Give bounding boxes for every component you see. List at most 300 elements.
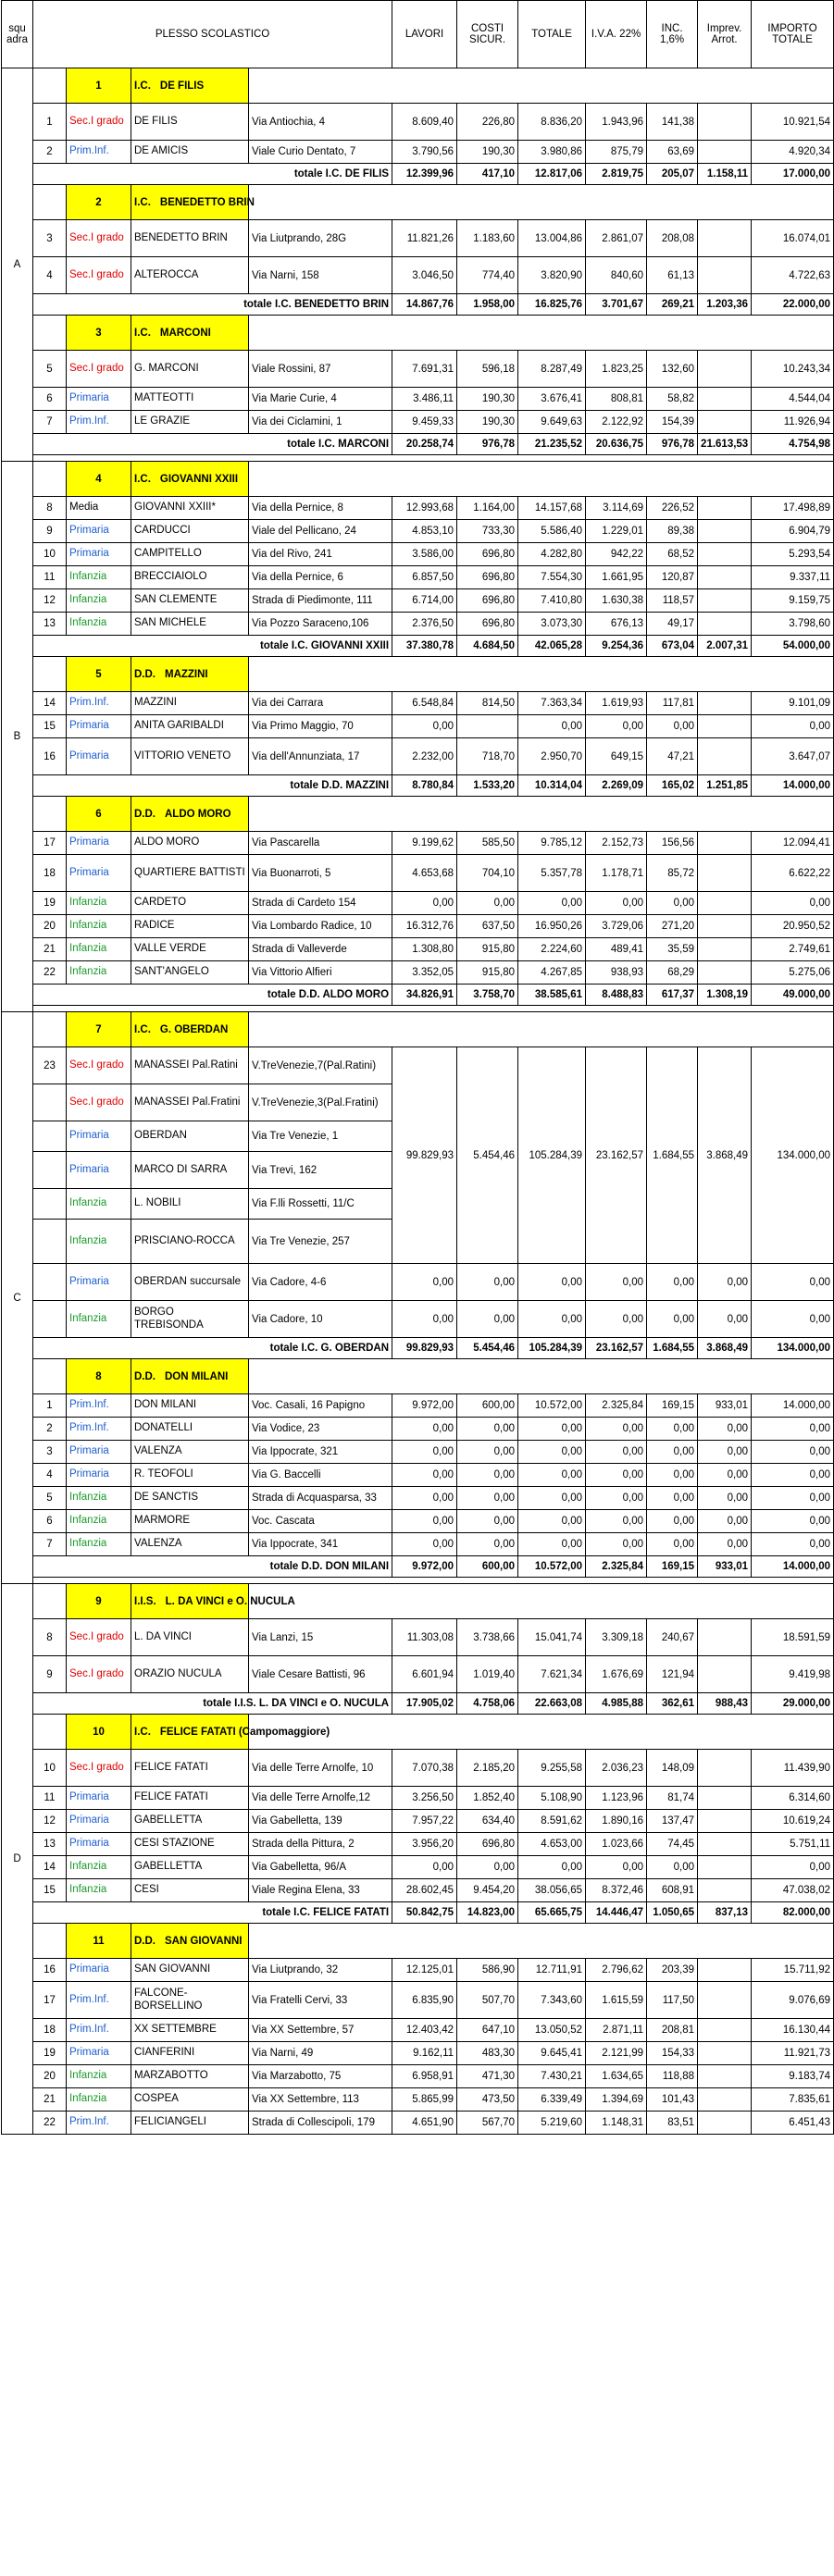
school-name: VALENZA xyxy=(131,1533,249,1556)
cell-lavori: 0,00 xyxy=(392,892,457,915)
institute-type: I.C. xyxy=(134,327,151,339)
cell-costi: 774,40 xyxy=(457,257,518,294)
school-address: Via dei Carrara xyxy=(249,692,392,715)
row-number: 3 xyxy=(33,1441,67,1464)
cell-totale: 0,00 xyxy=(518,1301,586,1338)
cell-importo: 0,00 xyxy=(752,1441,834,1464)
school-name: SANT'ANGELO xyxy=(131,961,249,985)
total-totale: 21.235,52 xyxy=(518,434,586,455)
cell-lavori: 16.312,76 xyxy=(392,915,457,938)
cell-lavori: 0,00 xyxy=(392,1301,457,1338)
total-row xyxy=(2,1693,834,1715)
institute-spacer xyxy=(33,797,67,832)
cell-lavori: 0,00 xyxy=(392,1487,457,1510)
school-level: Infanzia xyxy=(67,1220,131,1264)
row-number: 9 xyxy=(33,520,67,543)
cell-inc: 117,50 xyxy=(647,1982,698,2019)
cell-totale: 7.554,30 xyxy=(518,566,586,589)
school-level: Primaria xyxy=(67,1959,131,1982)
cell-iva: 1.634,65 xyxy=(586,2065,647,2088)
table-row xyxy=(2,2042,834,2065)
school-name: ORAZIO NUCULA xyxy=(131,1656,249,1693)
cell-imprev xyxy=(698,2065,752,2088)
cell-importo: 16.130,44 xyxy=(752,2019,834,2042)
table-row xyxy=(2,2065,834,2088)
total-importo: 82.000,00 xyxy=(752,1902,834,1924)
cell-importo: 20.950,52 xyxy=(752,915,834,938)
cell-totale: 13.004,86 xyxy=(518,220,586,257)
cell-costi: 0,00 xyxy=(457,1264,518,1301)
total-iva: 14.446,47 xyxy=(586,1902,647,1924)
merged-lavori: 99.829,93 xyxy=(392,1047,457,1264)
cell-iva: 676,13 xyxy=(586,613,647,636)
school-name: DON MILANI xyxy=(131,1394,249,1418)
school-level: Infanzia xyxy=(67,589,131,613)
cell-imprev xyxy=(698,961,752,985)
cell-inc: 0,00 xyxy=(647,1533,698,1556)
school-level: Infanzia xyxy=(67,1189,131,1220)
table-row xyxy=(2,1487,834,1510)
school-name: BRECCIAIOLO xyxy=(131,566,249,589)
cell-imprev xyxy=(698,938,752,961)
cell-inc: 118,57 xyxy=(647,589,698,613)
squad-label: D xyxy=(2,1584,33,2135)
row-number xyxy=(33,1084,67,1121)
squad-label: A xyxy=(2,68,33,462)
school-name: SAN GIOVANNI xyxy=(131,1959,249,1982)
cell-inc: 0,00 xyxy=(647,1441,698,1464)
total-totale: 65.665,75 xyxy=(518,1902,586,1924)
school-level: Primaria xyxy=(67,738,131,775)
school-level: Sec.I grado xyxy=(67,220,131,257)
cell-costi: 696,80 xyxy=(457,589,518,613)
cell-costi: 0,00 xyxy=(457,1856,518,1879)
cell-iva: 0,00 xyxy=(586,1264,647,1301)
total-row xyxy=(2,985,834,1006)
institute-name xyxy=(131,1924,249,1959)
cell-importo: 17.498,89 xyxy=(752,497,834,520)
cell-imprev xyxy=(698,1833,752,1856)
school-level: Primaria xyxy=(67,543,131,566)
row-number: 16 xyxy=(33,1959,67,1982)
cell-iva: 3.729,06 xyxy=(586,915,647,938)
header-squadra: squ adra xyxy=(2,1,33,68)
cell-lavori: 0,00 xyxy=(392,1418,457,1441)
cell-iva: 2.036,23 xyxy=(586,1750,647,1787)
school-name: FELICIANGELI xyxy=(131,2112,249,2135)
institute-header-row xyxy=(2,1359,834,1394)
cell-costi: 637,50 xyxy=(457,915,518,938)
cell-costi: 1.183,60 xyxy=(457,220,518,257)
institute-title: DE FILIS xyxy=(159,80,205,92)
institute-number: 2 xyxy=(67,185,131,220)
cell-importo: 5.751,11 xyxy=(752,1833,834,1856)
total-importo: 29.000,00 xyxy=(752,1693,834,1715)
row-number: 11 xyxy=(33,1787,67,1810)
institute-spacer xyxy=(33,1584,67,1619)
row-number xyxy=(33,1220,67,1264)
cell-iva: 1.148,31 xyxy=(586,2112,647,2135)
total-totale: 38.585,61 xyxy=(518,985,586,1006)
table-row xyxy=(2,411,834,434)
table-row xyxy=(2,497,834,520)
institute-header-blank xyxy=(249,797,834,832)
cell-totale: 5.108,90 xyxy=(518,1787,586,1810)
school-address: Via Marzabotto, 75 xyxy=(249,2065,392,2088)
school-address: V.TreVenezie,7(Pal.Ratini) xyxy=(249,1047,392,1084)
total-inc: 1.684,55 xyxy=(647,1338,698,1359)
cell-lavori: 28.602,45 xyxy=(392,1879,457,1902)
cell-costi: 704,10 xyxy=(457,855,518,892)
school-name: BENEDETTO BRIN xyxy=(131,220,249,257)
total-label: totale I.C. G. OBERDAN xyxy=(33,1338,392,1359)
school-level: Sec.I grado xyxy=(67,257,131,294)
row-number: 5 xyxy=(33,351,67,388)
cell-lavori: 4.651,90 xyxy=(392,2112,457,2135)
table-row xyxy=(2,1810,834,1833)
table-row xyxy=(2,141,834,164)
school-name: MANASSEI Pal.Fratini xyxy=(131,1084,249,1121)
cell-importo: 4.544,04 xyxy=(752,388,834,411)
merged-imprev: 3.868,49 xyxy=(698,1047,752,1264)
school-name: VALENZA xyxy=(131,1441,249,1464)
institute-type: D.D. xyxy=(134,668,156,680)
cell-imprev xyxy=(698,104,752,141)
school-name: SAN MICHELE xyxy=(131,613,249,636)
cell-costi: 915,80 xyxy=(457,961,518,985)
cell-inc: 132,60 xyxy=(647,351,698,388)
cell-totale: 15.041,74 xyxy=(518,1619,586,1656)
school-address: Voc. Cascata xyxy=(249,1510,392,1533)
cell-totale: 4.267,85 xyxy=(518,961,586,985)
cell-imprev xyxy=(698,257,752,294)
row-number: 8 xyxy=(33,497,67,520)
cell-importo: 9.337,11 xyxy=(752,566,834,589)
institute-title: MAZZINI xyxy=(165,668,208,680)
table-row xyxy=(2,543,834,566)
table-row xyxy=(2,2088,834,2112)
cell-costi: 1.164,00 xyxy=(457,497,518,520)
cell-imprev xyxy=(698,1982,752,2019)
cell-costi: 696,80 xyxy=(457,566,518,589)
table-body xyxy=(2,68,834,2135)
school-name: MANASSEI Pal.Ratini xyxy=(131,1047,249,1084)
cell-inc: 117,81 xyxy=(647,692,698,715)
institute-header-row xyxy=(2,316,834,351)
schools-cost-table xyxy=(1,0,834,2135)
cell-inc: 226,52 xyxy=(647,497,698,520)
header-importo: IMPORTO TOTALE xyxy=(752,1,834,68)
institute-type: I.C. xyxy=(134,196,151,208)
institute-name xyxy=(131,1359,249,1394)
cell-inc: 68,29 xyxy=(647,961,698,985)
total-importo: 14.000,00 xyxy=(752,775,834,797)
cell-importo: 0,00 xyxy=(752,1487,834,1510)
total-imprev: 933,01 xyxy=(698,1556,752,1578)
school-address: Via della Pernice, 6 xyxy=(249,566,392,589)
cell-lavori: 6.548,84 xyxy=(392,692,457,715)
cell-iva: 1.661,95 xyxy=(586,566,647,589)
institute-header-row xyxy=(2,185,834,220)
total-inc: 362,61 xyxy=(647,1693,698,1715)
row-number: 14 xyxy=(33,1856,67,1879)
cell-imprev: 0,00 xyxy=(698,1487,752,1510)
cell-inc: 208,08 xyxy=(647,220,698,257)
cell-imprev xyxy=(698,411,752,434)
cell-importo: 6.622,22 xyxy=(752,855,834,892)
institute-name xyxy=(131,1715,330,1750)
cell-inc: 49,17 xyxy=(647,613,698,636)
row-number: 6 xyxy=(33,1510,67,1533)
school-level: Primaria xyxy=(67,1787,131,1810)
school-address: Via dell'Annunziata, 17 xyxy=(249,738,392,775)
cell-importo: 10.921,54 xyxy=(752,104,834,141)
school-level: Prim.Inf. xyxy=(67,1982,131,2019)
cell-lavori: 3.956,20 xyxy=(392,1833,457,1856)
institute-type: D.D. xyxy=(134,1935,156,1947)
school-name: FELICE FATATI xyxy=(131,1787,249,1810)
school-address: Viale Curio Dentato, 7 xyxy=(249,141,392,164)
cell-costi: 600,00 xyxy=(457,1394,518,1418)
gap-cell xyxy=(33,1578,834,1584)
row-number: 14 xyxy=(33,692,67,715)
total-iva: 20.636,75 xyxy=(586,434,647,455)
row-number: 2 xyxy=(33,141,67,164)
cell-inc: 156,56 xyxy=(647,832,698,855)
total-lavori: 20.258,74 xyxy=(392,434,457,455)
school-address: Voc. Casali, 16 Papigno xyxy=(249,1394,392,1418)
cell-costi: 586,90 xyxy=(457,1959,518,1982)
cell-totale: 5.219,60 xyxy=(518,2112,586,2135)
cell-inc: 208,81 xyxy=(647,2019,698,2042)
cell-inc: 0,00 xyxy=(647,1487,698,1510)
school-level: Infanzia xyxy=(67,938,131,961)
school-name: MAZZINI xyxy=(131,692,249,715)
cell-totale: 10.572,00 xyxy=(518,1394,586,1418)
table-row xyxy=(2,1441,834,1464)
cell-costi: 507,70 xyxy=(457,1982,518,2019)
total-row xyxy=(2,294,834,316)
cell-inc: 271,20 xyxy=(647,915,698,938)
total-lavori: 8.780,84 xyxy=(392,775,457,797)
school-name: GABELLETTA xyxy=(131,1856,249,1879)
total-imprev: 1.203,36 xyxy=(698,294,752,316)
cell-iva: 0,00 xyxy=(586,1301,647,1338)
squad-gap-row xyxy=(2,1578,834,1584)
cell-lavori: 8.609,40 xyxy=(392,104,457,141)
cell-imprev xyxy=(698,692,752,715)
school-address: Strada di Acquasparsa, 33 xyxy=(249,1487,392,1510)
school-address: Via Narni, 158 xyxy=(249,257,392,294)
cell-importo: 0,00 xyxy=(752,1301,834,1338)
row-number: 11 xyxy=(33,566,67,589)
row-number: 19 xyxy=(33,892,67,915)
total-costi: 1.958,00 xyxy=(457,294,518,316)
cell-lavori: 12.125,01 xyxy=(392,1959,457,1982)
cell-totale: 3.073,30 xyxy=(518,613,586,636)
school-address: Via Cadore, 4-6 xyxy=(249,1264,392,1301)
school-name: DE SANCTIS xyxy=(131,1487,249,1510)
school-name: OBERDAN xyxy=(131,1121,249,1152)
cell-totale: 0,00 xyxy=(518,1464,586,1487)
institute-spacer xyxy=(33,657,67,692)
merged-totale: 105.284,39 xyxy=(518,1047,586,1264)
header-row xyxy=(2,1,834,68)
table-row xyxy=(2,388,834,411)
cell-inc: 120,87 xyxy=(647,566,698,589)
school-address: V.TreVenezie,3(Pal.Fratini) xyxy=(249,1084,392,1121)
cell-costi: 0,00 xyxy=(457,1301,518,1338)
school-name: ALDO MORO xyxy=(131,832,249,855)
cell-lavori: 9.199,62 xyxy=(392,832,457,855)
school-name: ANITA GARIBALDI xyxy=(131,715,249,738)
institute-type: I.I.S. xyxy=(134,1595,156,1607)
cell-importo: 16.074,01 xyxy=(752,220,834,257)
cell-importo: 11.921,73 xyxy=(752,2042,834,2065)
institute-header-row xyxy=(2,68,834,104)
cell-costi: 718,70 xyxy=(457,738,518,775)
cell-totale: 2.950,70 xyxy=(518,738,586,775)
total-imprev: 1.158,11 xyxy=(698,164,752,185)
total-label: totale I.C. GIOVANNI XXIII xyxy=(33,636,392,657)
cell-inc: 148,09 xyxy=(647,1750,698,1787)
cell-lavori: 3.352,05 xyxy=(392,961,457,985)
cell-imprev xyxy=(698,543,752,566)
cell-totale: 12.711,91 xyxy=(518,1959,586,1982)
total-label: totale I.C. MARCONI xyxy=(33,434,392,455)
row-number: 13 xyxy=(33,1833,67,1856)
total-importo: 134.000,00 xyxy=(752,1338,834,1359)
institute-name xyxy=(131,657,249,692)
cell-imprev xyxy=(698,2042,752,2065)
row-number xyxy=(33,1264,67,1301)
institute-name xyxy=(131,797,249,832)
cell-iva: 8.372,46 xyxy=(586,1879,647,1902)
total-importo: 22.000,00 xyxy=(752,294,834,316)
table-row xyxy=(2,1418,834,1441)
cell-costi: 473,50 xyxy=(457,2088,518,2112)
institute-title: G. OBERDAN xyxy=(159,1023,229,1035)
cell-imprev xyxy=(698,2112,752,2135)
cell-inc: 0,00 xyxy=(647,1301,698,1338)
school-level: Infanzia xyxy=(67,2065,131,2088)
total-costi: 14.823,00 xyxy=(457,1902,518,1924)
institute-spacer xyxy=(33,1924,67,1959)
table-row xyxy=(2,220,834,257)
school-address: Via della Pernice, 8 xyxy=(249,497,392,520)
total-costi: 4.758,06 xyxy=(457,1693,518,1715)
school-level: Prim.Inf. xyxy=(67,1394,131,1418)
cell-imprev xyxy=(698,1810,752,1833)
cell-totale: 38.056,65 xyxy=(518,1879,586,1902)
institute-header-row xyxy=(2,657,834,692)
total-inc: 205,07 xyxy=(647,164,698,185)
cell-iva: 1.394,69 xyxy=(586,2088,647,2112)
school-level: Media xyxy=(67,497,131,520)
school-address: Via Antiochia, 4 xyxy=(249,104,392,141)
cell-inc: 61,13 xyxy=(647,257,698,294)
total-costi: 3.758,70 xyxy=(457,985,518,1006)
total-imprev: 2.007,31 xyxy=(698,636,752,657)
cell-importo: 0,00 xyxy=(752,1510,834,1533)
cell-costi: 814,50 xyxy=(457,692,518,715)
total-row xyxy=(2,1338,834,1359)
cell-costi: 1.019,40 xyxy=(457,1656,518,1693)
institute-type: I.C. xyxy=(134,1726,151,1738)
row-number: 22 xyxy=(33,961,67,985)
total-importo: 4.754,98 xyxy=(752,434,834,455)
institute-type: I.C. xyxy=(134,80,151,92)
school-name: QUARTIERE BATTISTI xyxy=(131,855,249,892)
row-number xyxy=(33,1121,67,1152)
cell-lavori: 0,00 xyxy=(392,715,457,738)
school-level: Prim.Inf. xyxy=(67,411,131,434)
cell-costi: 190,30 xyxy=(457,388,518,411)
cell-inc: 154,39 xyxy=(647,411,698,434)
cell-costi: 471,30 xyxy=(457,2065,518,2088)
cell-importo: 3.647,07 xyxy=(752,738,834,775)
total-imprev: 837,13 xyxy=(698,1902,752,1924)
row-number: 18 xyxy=(33,855,67,892)
cell-iva: 649,15 xyxy=(586,738,647,775)
cell-iva: 1.123,96 xyxy=(586,1787,647,1810)
school-level: Prim.Inf. xyxy=(67,2112,131,2135)
row-number xyxy=(33,1301,67,1338)
total-iva: 2.819,75 xyxy=(586,164,647,185)
school-name: SAN CLEMENTE xyxy=(131,589,249,613)
institute-number: 4 xyxy=(67,462,131,497)
cell-totale: 7.430,21 xyxy=(518,2065,586,2088)
total-inc: 673,04 xyxy=(647,636,698,657)
total-label: totale I.C. FELICE FATATI xyxy=(33,1902,392,1924)
cell-inc: 74,45 xyxy=(647,1833,698,1856)
institute-name xyxy=(131,68,249,104)
institute-name xyxy=(131,1012,249,1047)
school-address: Via Liutprando, 32 xyxy=(249,1959,392,1982)
cell-costi: 567,70 xyxy=(457,2112,518,2135)
cell-importo: 0,00 xyxy=(752,1464,834,1487)
cell-lavori: 7.070,38 xyxy=(392,1750,457,1787)
cell-lavori: 3.256,50 xyxy=(392,1787,457,1810)
cell-lavori: 3.486,11 xyxy=(392,388,457,411)
school-name: FALCONE-BORSELLINO xyxy=(131,1982,249,2019)
institute-name xyxy=(131,185,255,220)
school-name: PRISCIANO-ROCCA xyxy=(131,1220,249,1264)
cell-costi: 190,30 xyxy=(457,141,518,164)
total-importo: 49.000,00 xyxy=(752,985,834,1006)
total-lavori: 37.380,78 xyxy=(392,636,457,657)
school-name: CIANFERINI xyxy=(131,2042,249,2065)
cell-inc: 85,72 xyxy=(647,855,698,892)
cell-iva: 0,00 xyxy=(586,1510,647,1533)
table-row xyxy=(2,1833,834,1856)
row-number xyxy=(33,1189,67,1220)
cell-lavori: 6.835,90 xyxy=(392,1982,457,2019)
row-number: 19 xyxy=(33,2042,67,2065)
cell-importo: 12.094,41 xyxy=(752,832,834,855)
school-address: Via dei Ciclamini, 1 xyxy=(249,411,392,434)
total-inc: 1.050,65 xyxy=(647,1902,698,1924)
cell-imprev: 0,00 xyxy=(698,1464,752,1487)
institute-title: DON MILANI xyxy=(165,1370,229,1382)
row-number: 22 xyxy=(33,2112,67,2135)
row-number: 20 xyxy=(33,2065,67,2088)
total-costi: 4.684,50 xyxy=(457,636,518,657)
cell-totale: 7.410,80 xyxy=(518,589,586,613)
institute-title: FELICE FATATI (Campomaggiore) xyxy=(159,1726,330,1738)
cell-iva: 489,41 xyxy=(586,938,647,961)
school-address: Via Gabelletta, 139 xyxy=(249,1810,392,1833)
